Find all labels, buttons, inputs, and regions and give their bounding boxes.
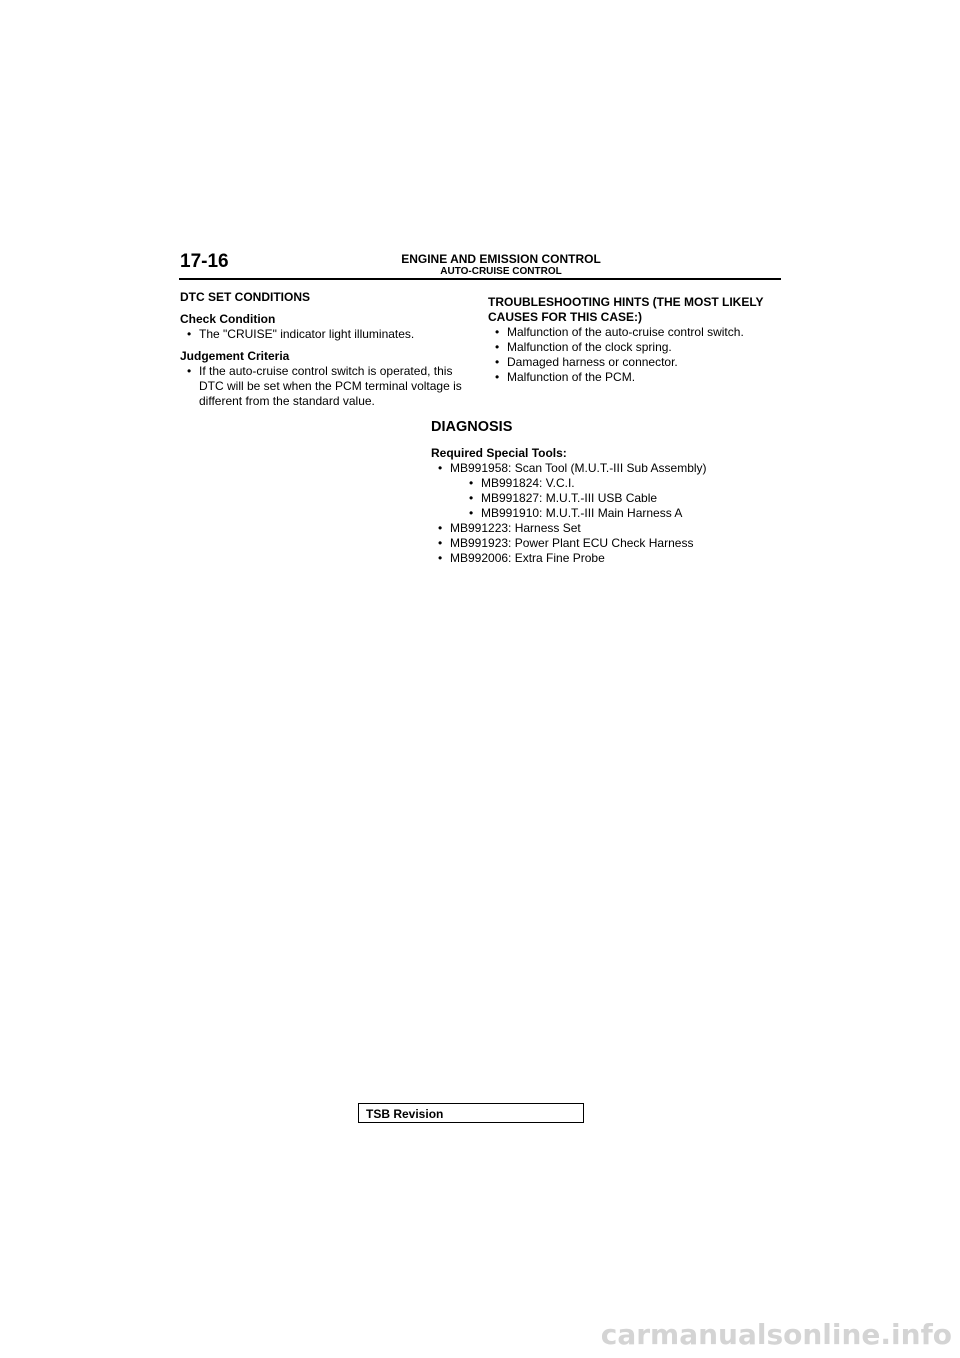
list-item: • MB991824: V.C.I.: [462, 476, 791, 491]
list-item: • MB992006: Extra Fine Probe: [431, 551, 791, 566]
list-item: • Malfunction of the PCM.: [488, 370, 783, 385]
required-tools-list: [431, 461, 791, 566]
tsb-revision-box: TSB Revision: [358, 1103, 584, 1123]
header-rule: [179, 278, 781, 280]
tool-text: MB991958: Scan Tool (M.U.T.-III Sub Assembly): [450, 461, 707, 475]
diagnosis-section: [431, 420, 791, 566]
dtc-set-conditions-section: [180, 290, 480, 409]
diagnosis-title: DIAGNOSIS: [431, 419, 513, 435]
judgement-criteria-label: Judgement Criteria: [180, 349, 290, 363]
header-subtitle: AUTO-CRUISE CONTROL: [440, 266, 562, 277]
dtc-set-conditions-heading: DTC SET CONDITIONS: [180, 290, 311, 304]
list-item: • Damaged harness or connector.: [488, 355, 783, 370]
check-condition-list: [180, 327, 480, 342]
list-item: • If the auto-cruise control switch is operated, this DTC will be set when the PCM terminal voltage is different from the standard value.: [180, 364, 480, 409]
list-item: • Malfunction of the clock spring.: [488, 340, 783, 355]
troubleshooting-hints-heading: TROUBLESHOOTING HINTS (THE MOST LIKELY CAUSES FOR THIS CASE:): [488, 295, 764, 324]
list-item: [431, 461, 791, 521]
list-item: • The "CRUISE" indicator light illuminates.: [180, 327, 480, 342]
header-title: ENGINE AND EMISSION CONTROL: [401, 252, 601, 266]
list-item: • Malfunction of the auto-cruise control switch.: [488, 325, 783, 340]
check-condition-label: Check Condition: [180, 312, 276, 326]
watermark: carmanualsonline.info: [600, 1318, 952, 1351]
list-item: • MB991223: Harness Set: [431, 521, 791, 536]
list-item: • MB991923: Power Plant ECU Check Harness: [431, 536, 791, 551]
required-tools-label: Required Special Tools:: [431, 446, 567, 460]
list-item: • MB991910: M.U.T.-III Main Harness A: [462, 506, 791, 521]
judgement-criteria-list: [180, 364, 480, 409]
scan-tool-components-list: [450, 476, 791, 521]
troubleshooting-hints-section: [488, 295, 783, 385]
list-item: • MB991827: M.U.T.-III USB Cable: [462, 491, 791, 506]
troubleshooting-hints-list: [488, 325, 783, 385]
page-number: 17-16: [180, 251, 229, 272]
